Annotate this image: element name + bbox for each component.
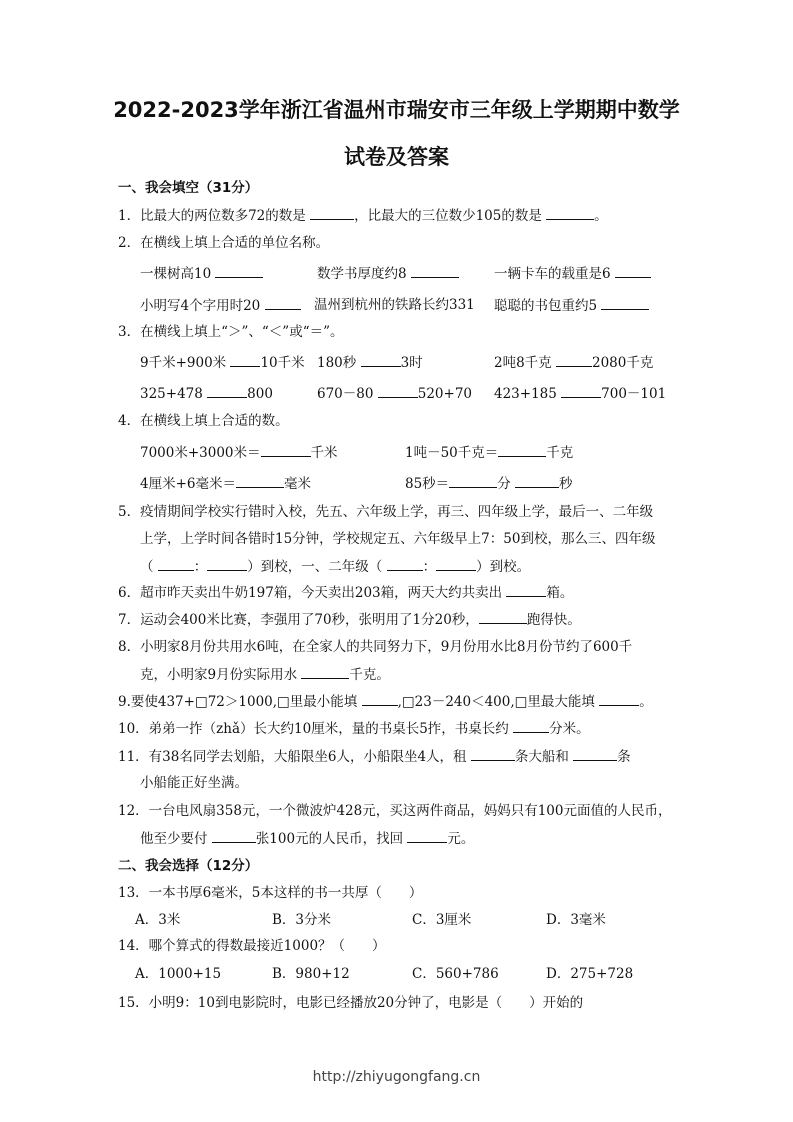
question-5-line-3: （ ： ）到校，一、二年级（ ： ）到校。 xyxy=(140,556,530,577)
answer-blank[interactable] xyxy=(436,556,476,571)
question-14-stem: 14．哪个算式的得数最接近1000？（ ） xyxy=(118,938,386,954)
answer-blank[interactable] xyxy=(546,205,594,220)
question-8-line-1: 8．小明家8月份共用水6吨，在全家人的共同努力下，9月份用水比8月份节约了600千 xyxy=(118,639,633,655)
answer-blank[interactable] xyxy=(158,556,194,571)
question-2-item: 小明写4个字用时20 xyxy=(140,295,301,316)
answer-blank[interactable] xyxy=(449,473,497,488)
option-b[interactable]: B．980+12 xyxy=(272,966,350,982)
question-15-stem: 15．小明9：10到电影院时，电影已经播放20分钟了，电影是（ ）开始的 xyxy=(118,995,584,1011)
answer-blank[interactable] xyxy=(556,352,592,367)
question-9: 9.要使437+□72＞1000,□里最小能填 ,□23－240＜400,□里最大能填 。 xyxy=(118,691,653,712)
question-4-item: 4厘米+6毫米＝ 毫米 xyxy=(140,473,311,494)
answer-blank[interactable] xyxy=(207,556,247,571)
question-3-item: 180秒 3时 xyxy=(317,352,423,373)
answer-blank[interactable] xyxy=(615,263,651,278)
question-2-item: 温州到杭州的铁路长约331 xyxy=(314,297,475,313)
question-2-item: 聪聪的书包重约5 xyxy=(494,295,649,316)
title-line-2: 试卷及答案 xyxy=(344,145,449,169)
answer-blank[interactable] xyxy=(515,473,559,488)
answer-blank[interactable] xyxy=(215,263,263,278)
question-13-stem: 13．一本书厚6毫米，5本这样的书一共厚（ ） xyxy=(118,885,423,901)
answer-blank[interactable] xyxy=(601,295,649,310)
question-4-item: 7000米+3000米＝ 千米 xyxy=(140,442,338,463)
answer-blank[interactable] xyxy=(387,556,423,571)
question-11-line-1: 11．有38名同学去划船，大船限坐6人，小船限坐4人，租 条大船和 条 xyxy=(118,746,631,767)
option-b[interactable]: B．3分米 xyxy=(272,912,332,928)
answer-blank[interactable] xyxy=(573,746,617,761)
answer-blank[interactable] xyxy=(407,828,447,843)
question-4-stem: 4．在横线上填上合适的数。 xyxy=(118,413,289,429)
question-5-line-2: 上学，上学时间各错时15分钟，学校规定五、六年级早上7：50到校，那么三、四年级 xyxy=(140,531,656,547)
question-10: 10．弟弟一拃（zhǎ）长大约10厘米，量的书桌长5拃，书桌长约 分米。 xyxy=(118,718,590,739)
question-2-item: 一辆卡车的载重是6 xyxy=(494,263,651,284)
question-4-item: 85秒＝ 分 秒 xyxy=(405,473,572,494)
question-3-item: 2吨8千克 2080千克 xyxy=(494,352,653,373)
question-3-item: 325+478 800 xyxy=(140,383,273,404)
answer-blank[interactable] xyxy=(561,383,601,398)
option-a[interactable]: A．1000+15 xyxy=(135,966,222,982)
answer-blank[interactable] xyxy=(236,473,284,488)
answer-blank[interactable] xyxy=(513,718,549,733)
option-c[interactable]: C．3厘米 xyxy=(412,912,472,928)
option-c[interactable]: C．560+786 xyxy=(412,966,499,982)
question-6: 6．超市昨天卖出牛奶197箱，今天卖出203箱，两天大约共卖出 箱。 xyxy=(118,582,573,603)
question-3-item: 423+185 700－101 xyxy=(494,383,666,404)
title-line-1: 2022-2023学年浙江省温州市瑞安市三年级上学期期中数学 xyxy=(113,98,680,122)
answer-blank[interactable] xyxy=(411,263,459,278)
answer-blank[interactable] xyxy=(230,352,260,367)
question-2-item: 数学书厚度约8 xyxy=(317,263,459,284)
question-3-item: 9千米+900米 10千米 xyxy=(140,352,305,373)
answer-blank[interactable] xyxy=(207,383,247,398)
question-12-line-1: 12．一台电风扇358元，一个微波炉428元，买这两件商品，妈妈只有100元面值的人民币， xyxy=(118,803,672,819)
question-3-stem: 3．在横线上填上“＞”、“＜”或“＝”。 xyxy=(118,324,344,340)
answer-blank[interactable] xyxy=(506,582,546,597)
answer-blank[interactable] xyxy=(265,295,301,310)
question-2-item: 一棵树高10 xyxy=(140,263,263,284)
answer-blank[interactable] xyxy=(471,746,515,761)
section-choice-heading: 二、我会选择（12分） xyxy=(118,858,259,874)
answer-blank[interactable] xyxy=(479,609,527,624)
answer-blank[interactable] xyxy=(212,828,256,843)
answer-blank[interactable] xyxy=(599,691,639,706)
question-1: 1．比最大的两位数多72的数是 ，比最大的三位数少105的数是 。 xyxy=(118,205,608,226)
question-2-stem: 2．在横线上填上合适的单位名称。 xyxy=(118,235,330,251)
question-12-line-2: 他至少要付 张100元的人民币，找回 元。 xyxy=(140,828,474,849)
question-4-item: 1吨－50千克＝ 千克 xyxy=(405,442,573,463)
question-5-line-1: 5．疫情期间学校实行错时入校，先五、六年级上学，再三、四年级上学，最后一、二年级 xyxy=(118,504,654,520)
footer-url[interactable]: http://zhiyugongfang.cn xyxy=(312,1069,481,1085)
question-8-line-2: 克，小明家9月份实际用水 千克。 xyxy=(140,664,390,685)
question-3-item: 670－80 520+70 xyxy=(317,383,472,404)
answer-blank[interactable] xyxy=(378,383,418,398)
answer-blank[interactable] xyxy=(361,352,401,367)
answer-blank[interactable] xyxy=(261,442,311,457)
answer-blank[interactable] xyxy=(310,205,354,220)
answer-blank[interactable] xyxy=(301,664,349,679)
answer-blank[interactable] xyxy=(498,442,546,457)
question-7: 7．运动会400米比赛，李强用了70秒，张明用了1分20秒， 跑得快。 xyxy=(118,609,581,630)
question-11-line-2: 小船能正好坐满。 xyxy=(140,775,248,791)
answer-blank[interactable] xyxy=(362,691,398,706)
option-d[interactable]: D．275+728 xyxy=(546,966,634,982)
section-fill-in-heading: 一、我会填空（31分） xyxy=(118,180,259,196)
option-a[interactable]: A．3米 xyxy=(135,912,181,928)
option-d[interactable]: D．3毫米 xyxy=(546,912,606,928)
